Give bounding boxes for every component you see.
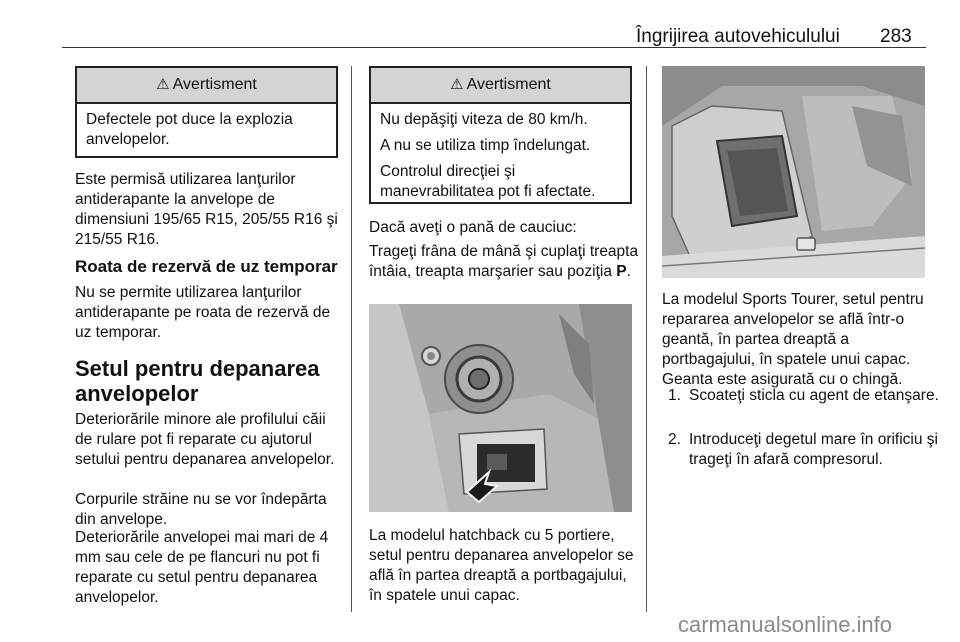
hatchback-trunk-illustration (369, 304, 632, 512)
handbrake-text: Trageţi frâna de mână şi cuplaţi treapta întâia, treapta marşarier sau poziţia (369, 243, 639, 280)
list-item-step-1 (668, 386, 953, 428)
handbrake-text-end: . (626, 263, 631, 280)
warning-box-tires (75, 66, 338, 158)
paragraph-large-damage: Deteriorările anvelopei mai mari de 4 mm sau cele de pe flancuri nu pot fi reparate cu setul pentru depanarea anvelopelor. (75, 529, 329, 606)
step-number: 1. (668, 387, 681, 404)
step-text: Introduceţi degetul mare în orificiu şi trageţi în afară compresorul. (689, 431, 938, 468)
column-divider-2 (646, 66, 647, 612)
paragraph-spare-chains: Nu se permite utilizarea lanţurilor antiderapante pe roata de rezervă de uz temporar. (75, 284, 331, 341)
column-divider-1 (351, 66, 352, 612)
warning-box-speed (369, 66, 632, 204)
watermark: carmanualsonline.info (678, 612, 893, 637)
warning-heading (371, 68, 630, 104)
list-item-step-2 (668, 430, 953, 472)
warning-line: Nu depăşiţi viteza de 80 km/h. (380, 111, 588, 128)
paragraph-foreign-objects: Corpurile străine nu se vor îndepărta din anvelope. (75, 491, 327, 528)
paragraph-snow-chains: Este permisă utilizarea lanţurilor antiderapante la anvelope de dimensiuni 195/65 R15, 205/55 R16 şi 215/55 R16. (75, 171, 338, 248)
heading-temporary-spare: Roata de rezervă de uz temporar (75, 257, 338, 276)
paragraph-sports-tourer: La modelul Sports Tourer, setul pentru repararea anvelopelor se află într-o geantă, în partea dreaptă a portbagajului, în spatele unui capac. Geanta este asigurată cu o chingă. (662, 291, 924, 388)
warning-heading-text: Avertisment (466, 76, 551, 93)
paragraph-minor-damage: Deteriorările minore ale profilului căii de rulare pot fi reparate cu ajutorul setului pentru depanarea anvelopelor. (75, 411, 335, 468)
warning-icon: ⚠ (156, 76, 170, 93)
gear-position-p: P (616, 263, 627, 280)
step-text: Scoateţi sticla cu agent de etanşare. (689, 387, 939, 404)
warning-heading (77, 68, 336, 104)
step-number: 2. (668, 431, 681, 448)
caption-hatchback: La modelul hatchback cu 5 portiere, setul pentru depanarea anvelopelor se află în partea dreaptă a portbagajului, în spatele unui capac. (369, 527, 634, 604)
warning-heading-text: Avertisment (172, 76, 257, 93)
paragraph-handbrake (369, 242, 639, 282)
header-divider (62, 47, 926, 48)
warning-line: Controlul direcţiei şi manevrabilitatea pot fi afectate. (380, 163, 596, 200)
warning-icon: ⚠ (450, 76, 464, 93)
heading-tyre-repair-kit: Setul pentru depanarea anvelopelor (75, 356, 320, 406)
paragraph-flat-tyre: Dacă aveţi o pană de cauciuc: (369, 219, 577, 236)
page-header-title: Îngrijirea autovehiculului (636, 26, 840, 47)
warning-line: A nu se utiliza timp îndelungat. (380, 137, 591, 154)
figure-hatchback-trunk (369, 304, 632, 512)
figure-sports-tourer-trunk (662, 66, 925, 278)
page-number: 283 (880, 26, 912, 47)
warning-text: Defectele pot duce la explozia anvelopelor. (86, 111, 293, 148)
sports-tourer-trunk-illustration (662, 66, 925, 278)
warning-text-list (371, 104, 630, 207)
